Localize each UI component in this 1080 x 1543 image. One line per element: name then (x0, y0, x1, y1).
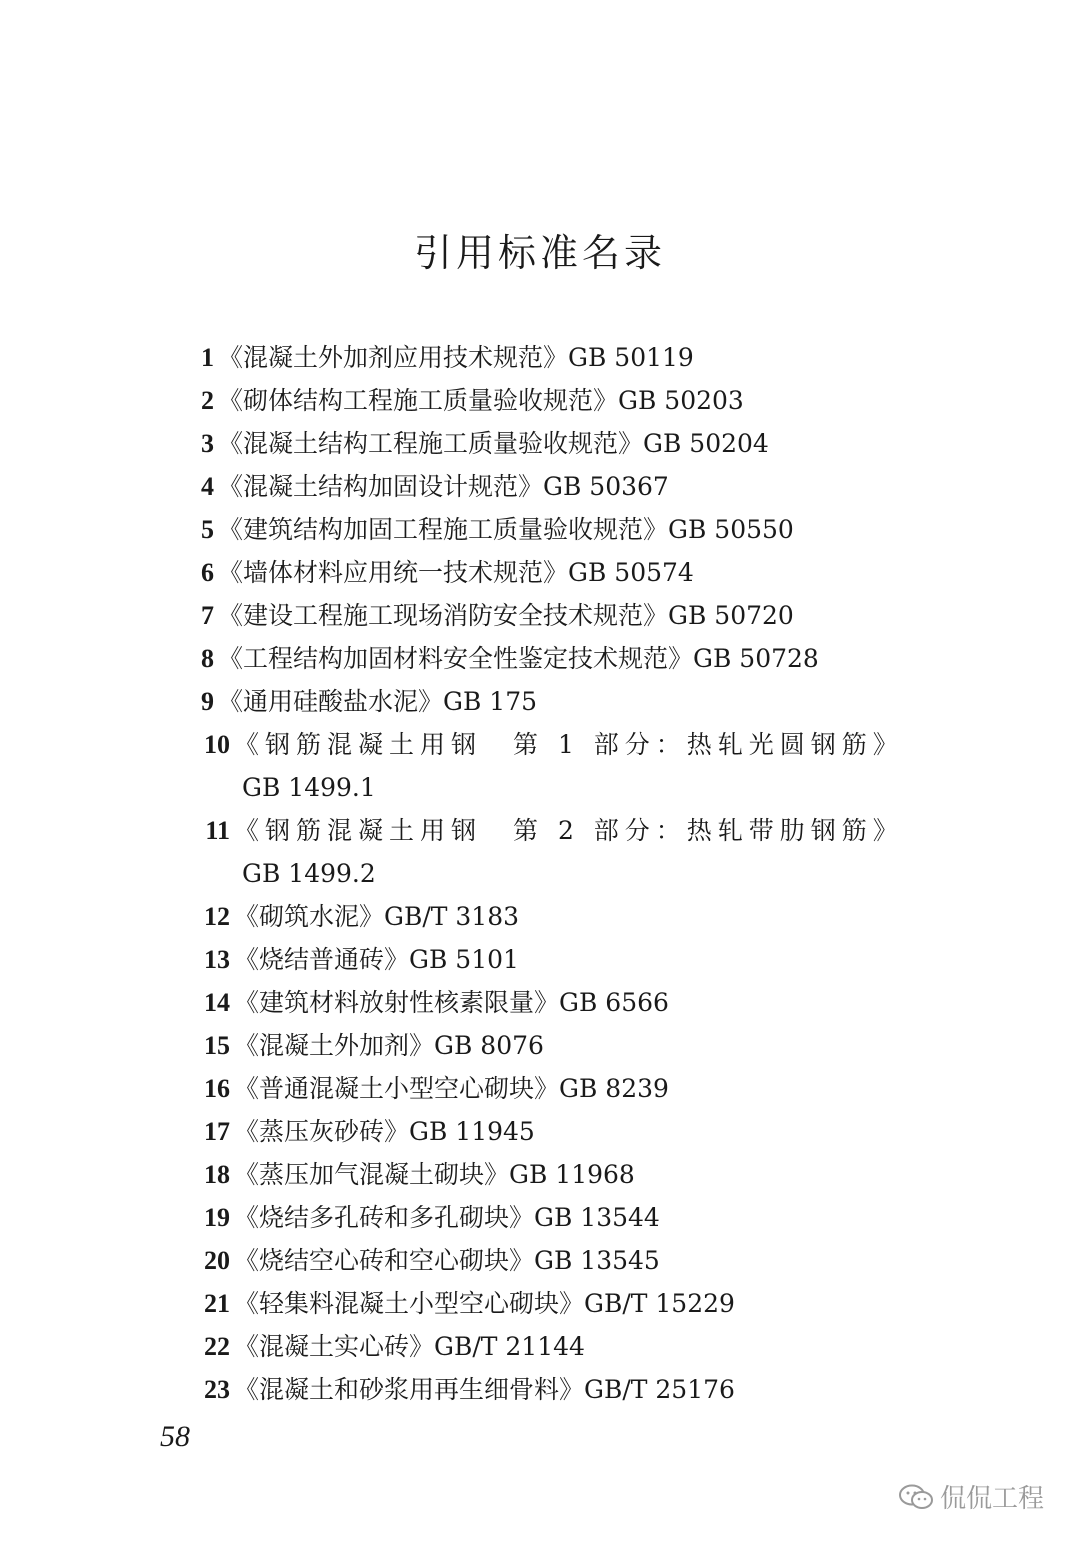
item-number: 22 (204, 1332, 230, 1361)
item-number: 9 (201, 687, 214, 716)
item-number: 23 (204, 1375, 230, 1404)
list-item (196, 336, 956, 379)
item-text: 《混凝土外加剂应用技术规范》GB 50119 (218, 343, 694, 372)
page-number: 58 (160, 1420, 190, 1453)
list-item (196, 1368, 956, 1411)
watermark (898, 1478, 1044, 1515)
item-number: 14 (204, 988, 230, 1017)
item-number: 3 (201, 429, 214, 458)
list-item (196, 1153, 956, 1196)
item-text (234, 809, 934, 895)
item-number: 13 (204, 945, 230, 974)
item-number: 15 (204, 1031, 230, 1060)
item-text: 《砌筑水泥》GB/T 3183 (234, 902, 520, 931)
item-text: 《砌体结构工程施工质量验收规范》GB 50203 (218, 386, 744, 415)
list-item (196, 465, 956, 508)
item-text: 《蒸压加气混凝土砌块》GB 11968 (234, 1160, 635, 1189)
item-text: 《通用硅酸盐水泥》GB 175 (218, 687, 538, 716)
item-text: 《建设工程施工现场消防安全技术规范》GB 50720 (218, 601, 794, 630)
list-item (196, 1239, 956, 1282)
watermark-text: 侃侃工程 (939, 1484, 1044, 1514)
list-item (196, 1067, 956, 1110)
item-text: 《墙体材料应用统一技术规范》GB 50574 (218, 558, 694, 587)
item-text (234, 723, 934, 809)
item-number: 1 (201, 343, 214, 372)
list-item (196, 1110, 956, 1153)
item-text: 《蒸压灰砂砖》GB 11945 (234, 1117, 535, 1146)
item-text: 《轻集料混凝土小型空心砌块》GB/T 15229 (234, 1289, 735, 1318)
list-item (196, 422, 956, 465)
list-item (196, 594, 956, 637)
standards-list (196, 336, 956, 1411)
item-number: 5 (201, 515, 214, 544)
item-text: 《混凝土外加剂》GB 8076 (234, 1031, 544, 1060)
item-text: 《普通混凝土小型空心砌块》GB 8239 (234, 1074, 669, 1103)
list-item (196, 809, 956, 895)
item-number: 18 (204, 1160, 230, 1189)
item-text-line1: 《钢筋混凝土用钢 第 1 部分：热轧光圆钢筋》 (234, 730, 904, 759)
item-number: 7 (201, 601, 214, 630)
item-text: 《工程结构加固材料安全性鉴定技术规范》GB 50728 (218, 644, 819, 673)
list-item (196, 379, 956, 422)
item-text-line2: GB 1499.1 (242, 773, 376, 802)
item-number: 12 (204, 902, 230, 931)
list-item (196, 1024, 956, 1067)
item-number: 19 (204, 1203, 230, 1232)
list-item (196, 1325, 956, 1368)
item-text: 《混凝土和砂浆用再生细骨料》GB/T 25176 (234, 1375, 735, 1404)
item-text: 《混凝土实心砖》GB/T 21144 (234, 1332, 585, 1361)
item-text: 《混凝土结构工程施工质量验收规范》GB 50204 (218, 429, 769, 458)
list-item (196, 938, 956, 981)
item-number: 6 (201, 558, 214, 587)
list-item (196, 680, 956, 723)
item-text: 《烧结普通砖》GB 5101 (234, 945, 519, 974)
item-text: 《烧结多孔砖和多孔砌块》GB 13544 (234, 1203, 660, 1232)
item-number: 17 (204, 1117, 230, 1146)
item-number: 11 (205, 816, 230, 845)
item-text-line2: GB 1499.2 (242, 859, 376, 888)
list-item (196, 508, 956, 551)
item-number: 8 (201, 644, 214, 673)
item-text: 《建筑结构加固工程施工质量验收规范》GB 50550 (218, 515, 794, 544)
list-item (196, 1282, 956, 1325)
item-number: 4 (201, 472, 214, 501)
list-item (196, 551, 956, 594)
item-text-line1: 《钢筋混凝土用钢 第 2 部分：热轧带肋钢筋》 (234, 816, 904, 845)
wechat-icon (898, 1483, 934, 1511)
item-text: 《建筑材料放射性核素限量》GB 6566 (234, 988, 669, 1017)
list-item (196, 637, 956, 680)
list-item (196, 1196, 956, 1239)
item-text: 《混凝土结构加固设计规范》GB 50367 (218, 472, 669, 501)
item-number: 16 (204, 1074, 230, 1103)
list-item (196, 723, 956, 809)
list-item (196, 981, 956, 1024)
item-text: 《烧结空心砖和空心砌块》GB 13545 (234, 1246, 660, 1275)
page-title: 引用标准名录 (413, 231, 666, 275)
item-number: 10 (204, 730, 230, 759)
item-number: 21 (204, 1289, 230, 1318)
item-number: 2 (201, 386, 214, 415)
item-number: 20 (204, 1246, 230, 1275)
list-item (196, 895, 956, 938)
